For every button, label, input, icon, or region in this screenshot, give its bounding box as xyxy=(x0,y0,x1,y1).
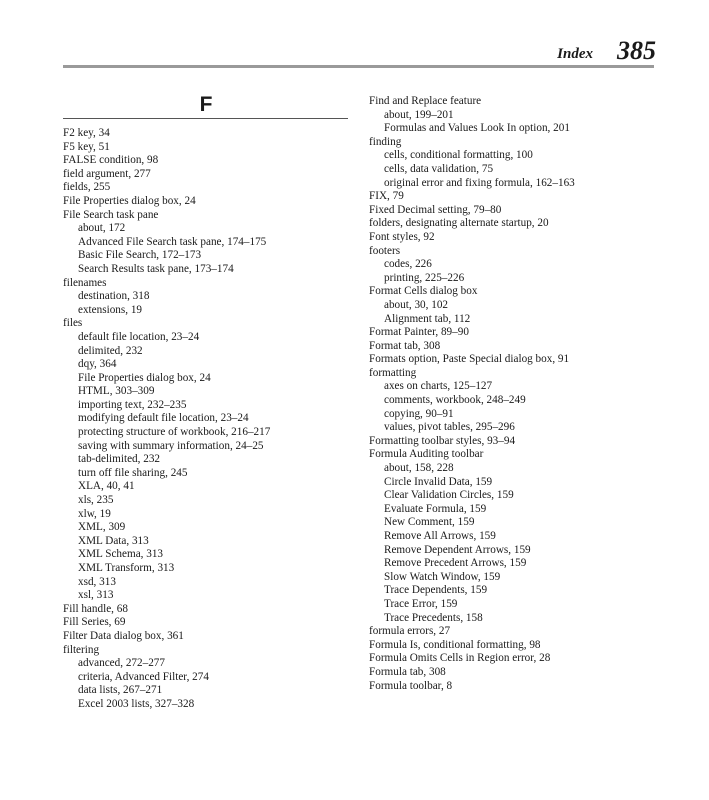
index-entry: F5 key, 51 xyxy=(63,140,110,153)
index-subentry: Trace Dependents, 159 xyxy=(384,584,488,597)
index-entry: Formula Is, conditional formatting, 98 xyxy=(369,638,541,651)
index-subentry: xsl, 313 xyxy=(78,589,114,602)
index-subentry: Circle Invalid Data, 159 xyxy=(384,475,493,488)
index-subentry: about, 172 xyxy=(78,222,126,235)
index-subentry: XML Data, 313 xyxy=(78,534,149,547)
index-subentry: cells, conditional formatting, 100 xyxy=(384,149,533,162)
index-entry: Formula Auditing toolbar xyxy=(369,448,484,461)
index-subentry: codes, 226 xyxy=(384,258,432,271)
index-subentry: Slow Watch Window, 159 xyxy=(384,570,501,583)
index-subentry: values, pivot tables, 295–296 xyxy=(384,421,515,434)
index-entry: files xyxy=(63,317,83,330)
index-subentry: Basic File Search, 172–173 xyxy=(78,249,202,262)
index-entry: folders, designating alternate startup, 20 xyxy=(369,217,549,230)
index-entry-list-left xyxy=(63,127,353,712)
index-subentry: saving with summary information, 24–25 xyxy=(78,439,264,452)
index-subentry: dqy, 364 xyxy=(78,358,117,371)
index-entry: Format Cells dialog box xyxy=(369,285,478,298)
index-subentry: about, 158, 228 xyxy=(384,462,454,475)
index-entry: Format tab, 308 xyxy=(369,339,441,352)
index-column-left xyxy=(63,95,353,712)
section-rule xyxy=(63,118,348,119)
index-entry: Formats option, Paste Special dialog box, 91 xyxy=(369,353,570,366)
index-entry: FIX, 79 xyxy=(369,190,404,203)
header-section-label: Index xyxy=(557,46,593,62)
index-subentry: destination, 318 xyxy=(78,290,150,303)
index-entry: filenames xyxy=(63,276,107,289)
index-subentry: Advanced File Search task pane, 174–175 xyxy=(78,235,267,248)
index-subentry: protecting structure of workbook, 216–217 xyxy=(78,426,271,439)
index-subentry: default file location, 23–24 xyxy=(78,330,200,343)
index-entry: Formula toolbar, 8 xyxy=(369,679,453,692)
index-subentry: comments, workbook, 248–249 xyxy=(384,394,526,407)
index-entry: Fill handle, 68 xyxy=(63,602,128,615)
index-subentry: Alignment tab, 112 xyxy=(384,312,471,325)
index-subentry: Remove Dependent Arrows, 159 xyxy=(384,543,531,556)
index-subentry: Remove All Arrows, 159 xyxy=(384,530,496,542)
index-entry: filtering xyxy=(63,643,100,656)
index-subentry: xls, 235 xyxy=(78,494,114,507)
index-column-right xyxy=(369,95,669,693)
index-subentry: xlw, 19 xyxy=(78,507,111,520)
page-number: 385 xyxy=(617,36,656,65)
index-entry: fields, 255 xyxy=(63,181,111,194)
index-subentry: turn off file sharing, 245 xyxy=(78,466,188,479)
index-entry: F2 key, 34 xyxy=(63,127,110,139)
index-entry: Font styles, 92 xyxy=(369,230,435,243)
index-entry: Formatting toolbar styles, 93–94 xyxy=(369,434,516,447)
index-subentry: copying, 90–91 xyxy=(384,407,454,420)
index-subentry: cells, data validation, 75 xyxy=(384,162,494,175)
index-subentry: XML Schema, 313 xyxy=(78,548,164,561)
index-subentry: importing text, 232–235 xyxy=(78,398,187,411)
index-entry: Formula tab, 308 xyxy=(369,665,446,678)
index-subentry: modifying default file location, 23–24 xyxy=(78,412,249,425)
index-subentry: HTML, 303–309 xyxy=(78,385,155,398)
index-subentry: Formulas and Values Look In option, 201 xyxy=(384,122,570,135)
index-subentry: axes on charts, 125–127 xyxy=(384,380,493,393)
index-subentry: criteria, Advanced Filter, 274 xyxy=(78,670,209,683)
index-entry: Format Painter, 89–90 xyxy=(369,326,469,339)
section-letter-heading: F xyxy=(199,93,213,116)
index-entry: formula errors, 27 xyxy=(369,625,451,638)
index-subentry: original error and fixing formula, 162–163 xyxy=(384,176,575,189)
index-subentry: about, 30, 102 xyxy=(384,298,449,311)
index-subentry: New Comment, 159 xyxy=(384,516,475,529)
index-entry: formatting xyxy=(369,366,417,379)
index-subentry: XLA, 40, 41 xyxy=(78,480,135,493)
index-subentry: Trace Precedents, 158 xyxy=(384,611,483,624)
index-entry: Formula Omits Cells in Region error, 28 xyxy=(369,652,551,665)
index-subentry: extensions, 19 xyxy=(78,303,143,316)
index-entry: Filter Data dialog box, 361 xyxy=(63,629,184,642)
header-rule xyxy=(63,65,654,68)
index-subentry: Search Results task pane, 173–174 xyxy=(78,262,234,275)
index-entry: finding xyxy=(369,135,402,148)
index-entry: field argument, 277 xyxy=(63,167,151,180)
index-subentry: Remove Precedent Arrows, 159 xyxy=(384,557,527,570)
index-entry: footers xyxy=(369,244,401,257)
index-entry: File Properties dialog box, 24 xyxy=(63,194,196,207)
index-entry-list-right xyxy=(369,95,669,693)
index-subentry: xsd, 313 xyxy=(78,575,116,588)
index-entry: Fixed Decimal setting, 79–80 xyxy=(369,203,502,216)
index-subentry: XML Transform, 313 xyxy=(78,562,175,574)
index-subentry: Evaluate Formula, 159 xyxy=(384,502,487,515)
index-subentry: tab-delimited, 232 xyxy=(78,453,161,466)
index-subentry: delimited, 232 xyxy=(78,344,143,357)
index-entry: FALSE condition, 98 xyxy=(63,154,159,167)
index-subentry: Excel 2003 lists, 327–328 xyxy=(78,697,195,710)
index-subentry: Clear Validation Circles, 159 xyxy=(384,489,514,502)
index-entry: Find and Replace feature xyxy=(369,95,482,107)
index-entry: Fill Series, 69 xyxy=(63,616,126,629)
index-subentry: XML, 309 xyxy=(78,521,126,534)
index-subentry: about, 199–201 xyxy=(384,108,454,121)
index-subentry: Trace Error, 159 xyxy=(384,597,458,610)
index-subentry: printing, 225–226 xyxy=(384,271,465,284)
index-subentry: advanced, 272–277 xyxy=(78,657,165,670)
index-subentry: File Properties dialog box, 24 xyxy=(78,371,211,384)
index-entry: File Search task pane xyxy=(63,208,159,221)
index-subentry: data lists, 267–271 xyxy=(78,684,163,697)
